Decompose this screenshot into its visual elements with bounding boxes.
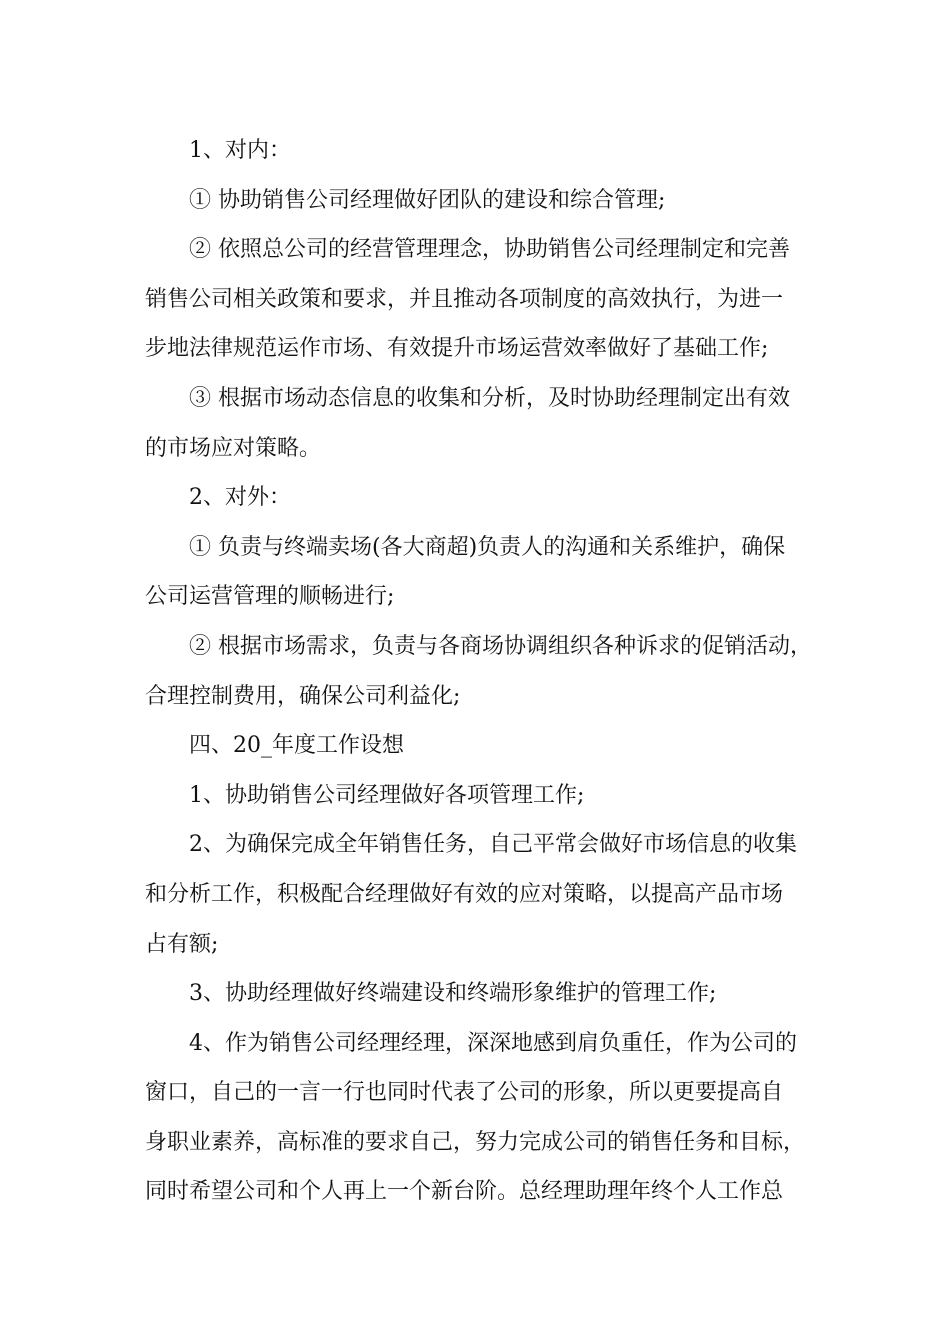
text-line: 2、为确保完成全年销售任务，自己平常会做好市场信息的收集 (189, 832, 797, 858)
text-line: 销售公司相关政策和要求，并且推动各项制度的高效执行，为进一 (145, 286, 784, 312)
text-line: 公司运营管理的顺畅进行; (145, 584, 395, 610)
text-line: ① 负责与终端卖场(各大商超)负责人的沟通和关系维护，确保 (189, 534, 786, 560)
document-body (145, 126, 817, 1217)
text-line: 步地法律规范运作市场、有效提升市场运营效率做好了基础工作; (145, 336, 769, 362)
text-line: ② 依照总公司的经营管理理念，协助销售公司经理制定和完善 (189, 237, 790, 263)
text-line: 窗口，自己的一言一行也同时代表了公司的形象，所以更要提高自 (145, 1080, 784, 1106)
text-line: 同时希望公司和个人再上一个新台阶。总经理助理年终个人工作总 (145, 1179, 784, 1205)
text-line: ② 根据市场需求，负责与各商场协调组织各种诉求的促销活动， (189, 633, 812, 659)
text-line: 和分析工作，积极配合经理做好有效的应对策略，以提高产品市场 (145, 881, 784, 907)
section-heading: 四、20_年度工作设想 (189, 733, 404, 759)
text-line: 占有额; (145, 931, 219, 957)
text-line: 1、协助销售公司经理做好各项管理工作; (189, 782, 585, 808)
text-line: 3、协助经理做好终端建设和终端形象维护的管理工作; (189, 981, 717, 1007)
text-line: ① 协助销售公司经理做好团队的建设和综合管理; (189, 187, 666, 213)
text-line: 4、作为销售公司经理经理，深深地感到肩负重任，作为公司的 (189, 1030, 797, 1056)
text-line: 1、对内： (189, 138, 291, 163)
text-line: 2、对外： (189, 485, 291, 511)
text-line: 合理控制费用，确保公司利益化; (145, 683, 461, 709)
text-line: 身职业素养，高标准的要求自己，努力完成公司的销售任务和目标， (145, 1129, 806, 1155)
text-line: 的市场应对策略。 (145, 435, 322, 461)
text-line: ③ 根据市场动态信息的收集和分析，及时协助经理制定出有效 (189, 385, 790, 411)
